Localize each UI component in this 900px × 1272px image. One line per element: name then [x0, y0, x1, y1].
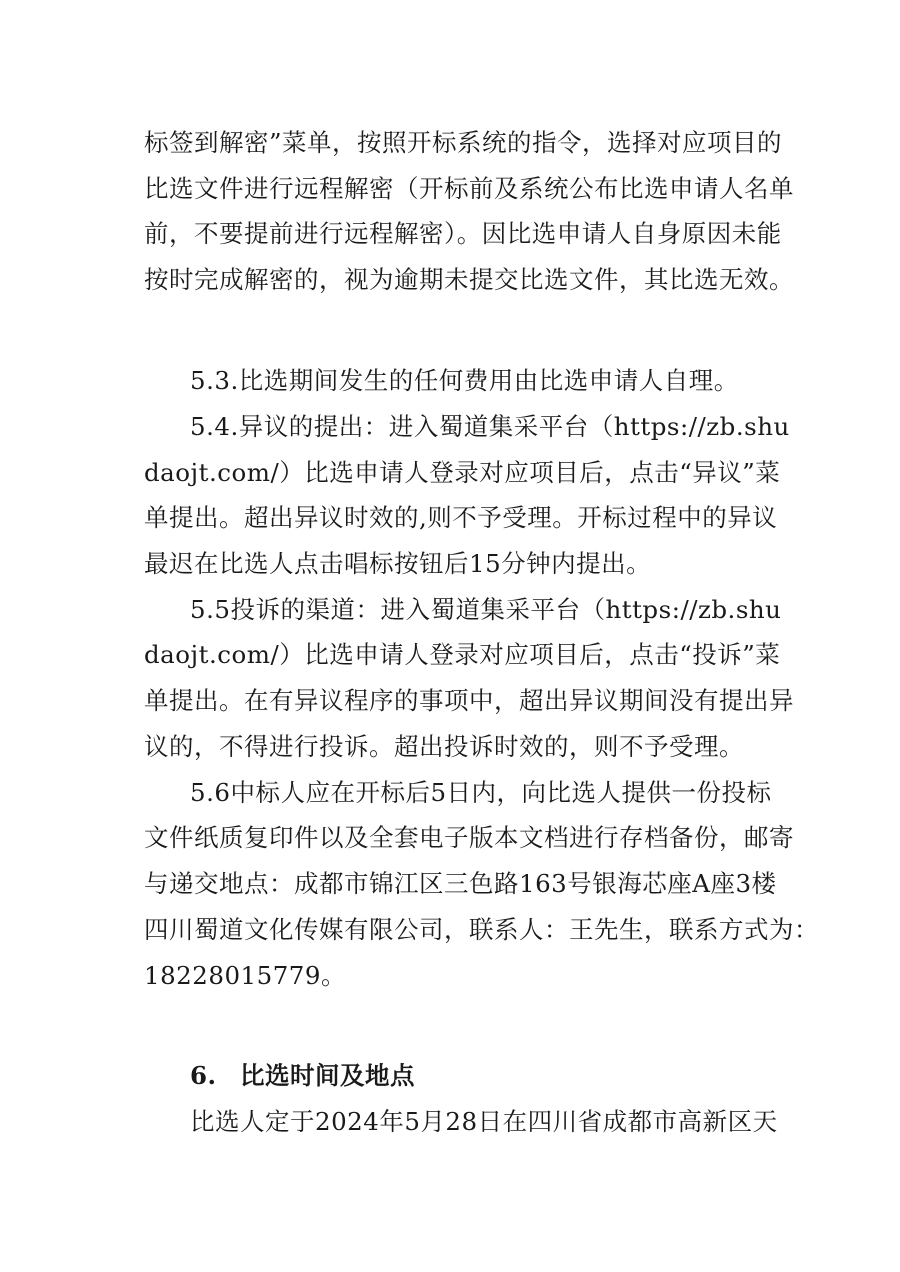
- text-line: daojt.com/）比选申请人登录对应项目后，点击“投诉”菜: [144, 640, 781, 669]
- text-line: 前，不要提前进行远程解密）。因比选申请人自身原因未能: [144, 219, 782, 248]
- text-line: 单提出。超出异议时效的,则不予受理。开标过程中的异议: [144, 503, 778, 532]
- section-number: 6.: [190, 1061, 217, 1090]
- text-line: 5.3.比选期间发生的任何费用由比选申请人自理。: [190, 366, 739, 395]
- text-line: daojt.com/）比选申请人登录对应项目后，点击“异议”菜: [144, 458, 781, 487]
- text-line: 文件纸质复印件以及全套电子版本文档进行存档备份，邮寄: [144, 823, 794, 852]
- text-line: 议的，不得进行投诉。超出投诉时效的，则不予受理。: [144, 732, 744, 761]
- text-line: 5.6中标人应在开标后5日内，向比选人提供一份投标: [190, 778, 772, 807]
- text-line: 5.4.异议的提出：进入蜀道集采平台（https://zb.shu: [190, 412, 790, 441]
- text-line: 5.5投诉的渠道：进入蜀道集采平台（https://zb.shu: [190, 595, 782, 624]
- section-title: 比选时间及地点: [240, 1061, 415, 1090]
- text-line: 四川蜀道文化传媒有限公司，联系人：王先生，联系方式为：: [144, 915, 819, 944]
- section-heading: [190, 1061, 774, 1091]
- text-line: 比选人定于2024年5月28日在四川省成都市高新区天: [190, 1107, 778, 1136]
- text-line: 18228015779。: [144, 961, 346, 990]
- text-line: 与递交地点：成都市锦江区三色路163号银海芯座A座3楼: [144, 869, 777, 898]
- text-line: 单提出。在有异议程序的事项中，超出异议期间没有提出异: [144, 686, 794, 715]
- text-line: 比选文件进行远程解密（开标前及系统公布比选申请人名单: [144, 174, 794, 203]
- text-line: 最迟在比选人点击唱标按钮后15分钟内提出。: [144, 549, 652, 578]
- text-line: 标签到解密”菜单，按照开标系统的指令，选择对应项目的: [144, 128, 783, 157]
- text-line: 按时完成解密的，视为逾期未提交比选文件，其比选无效。: [144, 265, 794, 294]
